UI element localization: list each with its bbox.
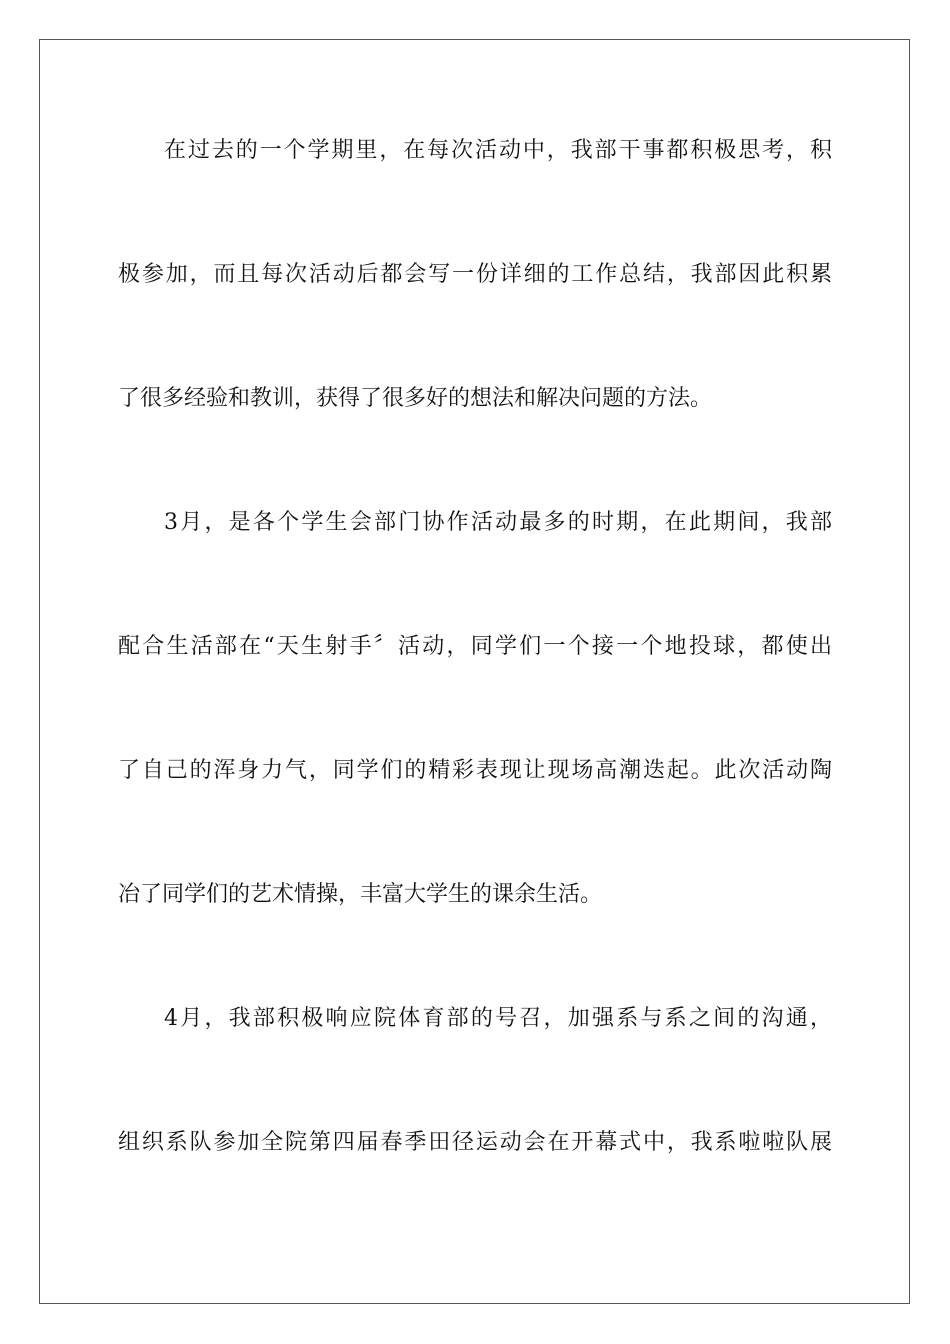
paragraph-1-line-3: 了很多经验和教训，获得了很多好的想法和解决问题的方法。 xyxy=(118,386,713,411)
paragraph-2-line-3: 了自己的浑身力气，同学们的精彩表现让现场高潮迭起。此次活动陶 xyxy=(118,758,832,783)
paragraph-2-line-2: 配合生活部在“天生射手〞活动，同学们一个接一个地投球，都使出 xyxy=(118,634,832,659)
paragraph-1-line-1: 在过去的一个学期里，在每次活动中，我部干事都积极思考，积 xyxy=(164,138,832,163)
paragraph-2-line-4: 冶了同学们的艺术情操，丰富大学生的课余生活。 xyxy=(118,882,603,907)
paragraph-3-line-2: 组织系队参加全院第四届春季田径运动会在开幕式中，我系啦啦队展 xyxy=(118,1130,832,1155)
paragraph-2-line-1: 3月，是各个学生会部门协作活动最多的时期，在此期间，我部 xyxy=(164,510,832,535)
paragraph-1-line-2: 极参加，而且每次活动后都会写一份详细的工作总结，我部因此积累 xyxy=(118,262,832,287)
paragraph-3-line-1: 4月，我部积极响应院体育部的号召，加强系与系之间的沟通， xyxy=(164,1006,832,1031)
page-border xyxy=(39,39,910,1304)
